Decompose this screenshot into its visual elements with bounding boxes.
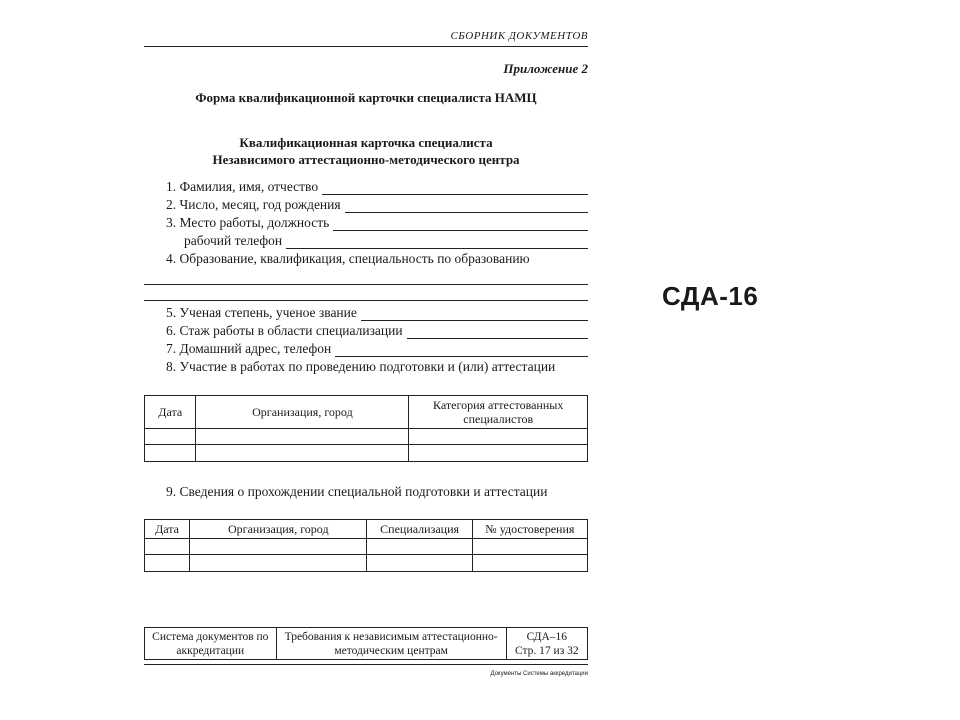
table-cell bbox=[145, 539, 190, 555]
field-birth-date-line bbox=[345, 199, 588, 213]
table-header-row bbox=[145, 520, 588, 539]
table-cell bbox=[367, 555, 472, 572]
table-cell bbox=[409, 445, 588, 462]
field-work-phone bbox=[184, 232, 588, 249]
field-education bbox=[166, 250, 588, 267]
field-home-address-label: 7. Домашний адрес, телефон bbox=[166, 341, 332, 356]
table-cell bbox=[145, 445, 196, 462]
field-full-name-label: 1. Фамилия, имя, отчество bbox=[166, 179, 319, 194]
table-header-row bbox=[145, 396, 588, 429]
field-workplace-line bbox=[333, 217, 588, 231]
field-degree-label: 5. Ученая степень, ученое звание bbox=[166, 305, 357, 320]
table-cell bbox=[472, 555, 587, 572]
section-8-table bbox=[144, 395, 588, 462]
table-header-cell: Дата bbox=[145, 520, 190, 539]
field-workplace bbox=[166, 214, 588, 231]
footer-requirements: Требования к независимым аттестационно-методическим центрам bbox=[276, 628, 506, 660]
table-header-cell: № удостоверения bbox=[472, 520, 587, 539]
field-full-name bbox=[166, 178, 588, 195]
table-header-cell: Дата bbox=[145, 396, 196, 429]
table-row bbox=[145, 429, 588, 445]
table-cell bbox=[196, 429, 409, 445]
field-degree-line bbox=[361, 307, 588, 321]
running-head: СБОРНИК ДОКУМЕНТОВ bbox=[450, 30, 588, 42]
field-experience-label: 6. Стаж работы в области специализации bbox=[166, 323, 403, 338]
field-education-label: 4. Образование, квалификация, специальность по образованию bbox=[166, 251, 530, 266]
field-home-address-line bbox=[335, 343, 588, 357]
card-title-line2: Независимого аттестационно-методического центра bbox=[212, 152, 520, 167]
footer-code: СДА–16 bbox=[526, 630, 568, 643]
footer-row bbox=[145, 628, 588, 660]
card-title bbox=[144, 134, 588, 168]
appendix-label: Приложение 2 bbox=[503, 61, 588, 76]
table-row bbox=[145, 445, 588, 462]
field-education-line-1 bbox=[144, 284, 588, 285]
field-degree bbox=[166, 304, 588, 321]
table-row bbox=[145, 539, 588, 555]
table-header-cell: Организация, город bbox=[190, 520, 367, 539]
table-cell bbox=[190, 555, 367, 572]
header-rule bbox=[144, 46, 588, 47]
table-cell bbox=[472, 539, 587, 555]
footer-system: Система документов по аккредитации bbox=[145, 628, 277, 660]
field-birth-date-label: 2. Число, месяц, год рождения bbox=[166, 197, 341, 212]
footer-page: Стр. 17 из 32 bbox=[514, 644, 579, 657]
table-cell bbox=[196, 445, 409, 462]
table-cell bbox=[190, 539, 367, 555]
table-cell bbox=[145, 555, 190, 572]
field-full-name-line bbox=[322, 181, 588, 195]
section-9-table bbox=[144, 519, 588, 572]
table-header-cell: Категория аттестованных специалистов bbox=[409, 396, 588, 429]
field-experience-line bbox=[407, 325, 588, 339]
field-work-phone-label: рабочий телефон bbox=[184, 233, 283, 248]
table-cell bbox=[145, 429, 196, 445]
footer-code-page bbox=[506, 628, 587, 660]
table-row bbox=[145, 555, 588, 572]
table-header-cell: Специализация bbox=[367, 520, 472, 539]
slide-label: СДА-16 bbox=[662, 281, 759, 311]
form-title: Форма квалификационной карточки специалиста НАМЦ bbox=[195, 90, 537, 105]
table-header-cell: Организация, город bbox=[196, 396, 409, 429]
footer-rule bbox=[144, 664, 588, 665]
field-home-address bbox=[166, 340, 588, 357]
field-experience bbox=[166, 322, 588, 339]
footer-table bbox=[144, 627, 588, 660]
field-birth-date bbox=[166, 196, 588, 213]
card-title-line1: Квалификационная карточка специалиста bbox=[239, 135, 493, 150]
section-8-text: 8. Участие в работах по проведению подготовки и (или) аттестации bbox=[166, 359, 556, 374]
table-cell bbox=[367, 539, 472, 555]
table-cell bbox=[409, 429, 588, 445]
section-9-text: 9. Сведения о прохождении специальной подготовки и аттестации bbox=[166, 484, 548, 499]
footer-note: Документы Системы аккредитации bbox=[490, 671, 588, 677]
field-work-phone-line bbox=[286, 235, 588, 249]
field-education-line-2 bbox=[144, 300, 588, 301]
field-workplace-label: 3. Место работы, должность bbox=[166, 215, 330, 230]
